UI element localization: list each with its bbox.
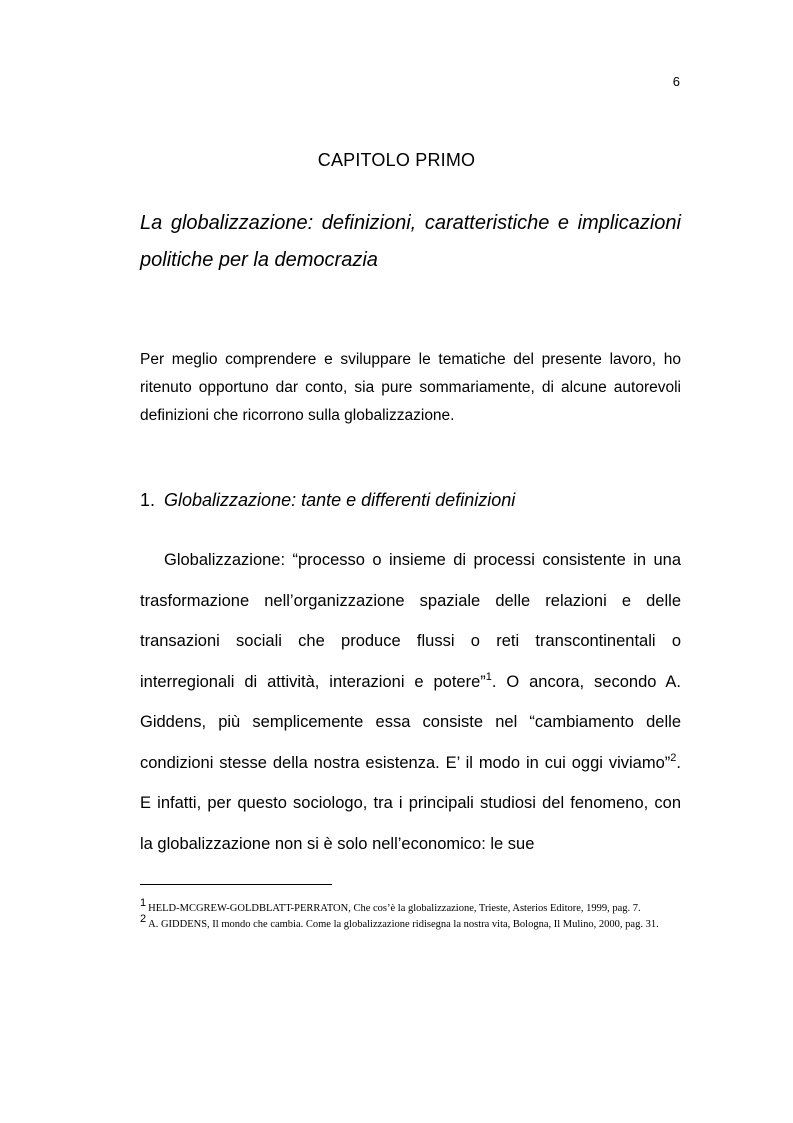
footnote-text: HELD-MCGREW-GOLDBLATT-PERRATON, Che cos’è la globalizzazione, Trieste, Asterios Editore, 1999, pag. 7. [148, 903, 641, 914]
chapter-label: CAPITOLO PRIMO [317, 150, 476, 170]
section-title: Globalizzazione: tante e differenti definizioni [164, 490, 516, 510]
body-text-part-1: Globalizzazione: “processo o insieme di processi consistente in una trasformazione nell’organizzazione spaziale delle relazioni e delle transazioni sociali che produce flussi o reti transcontinentali o interregionali di attività, interazioni e potere” [140, 551, 681, 691]
section-heading [140, 490, 681, 511]
footnote-1 [140, 897, 681, 916]
footnote-reference-2[interactable]: 2 [670, 751, 677, 764]
footnote-2 [140, 913, 681, 932]
footnotes [140, 897, 681, 934]
body-paragraph [140, 540, 681, 864]
section-number: 1. [140, 490, 156, 510]
footnote-reference-1[interactable]: 1 [485, 670, 492, 683]
chapter-title: La globalizzazione: definizioni, caratteristiche e implicazioni politiche per la democrazia [140, 212, 681, 271]
footnote-mark: 1 [140, 897, 147, 909]
footnote-text: A. GIDDENS, Il mondo che cambia. Come la globalizzazione ridisegna la nostra vita, Bologna, Il Mulino, 2000, pag. 31. [148, 919, 659, 930]
footnote-divider [140, 884, 332, 885]
footnote-mark: 2 [140, 913, 147, 925]
body-text-part-3: . E infatti, per questo sociologo, tra i principali studiosi del fenomeno, con la globalizzazione non si è solo nell’economico: le sue [140, 753, 681, 853]
intro-paragraph: Per meglio comprendere e sviluppare le tematiche del presente lavoro, ho ritenuto opportuno dar conto, sia pure sommariamente, di alcune autorevoli definizioni che ricorrono sulla globalizzazione. [140, 351, 681, 424]
page-number: 6 [672, 74, 680, 89]
body-text-part-2: . O ancora, secondo A. Giddens, più semplicemente essa consiste nel “cambiamento delle condizioni stesse della nostra esistenza. E’ il modo in cui oggi viviamo” [140, 672, 682, 772]
